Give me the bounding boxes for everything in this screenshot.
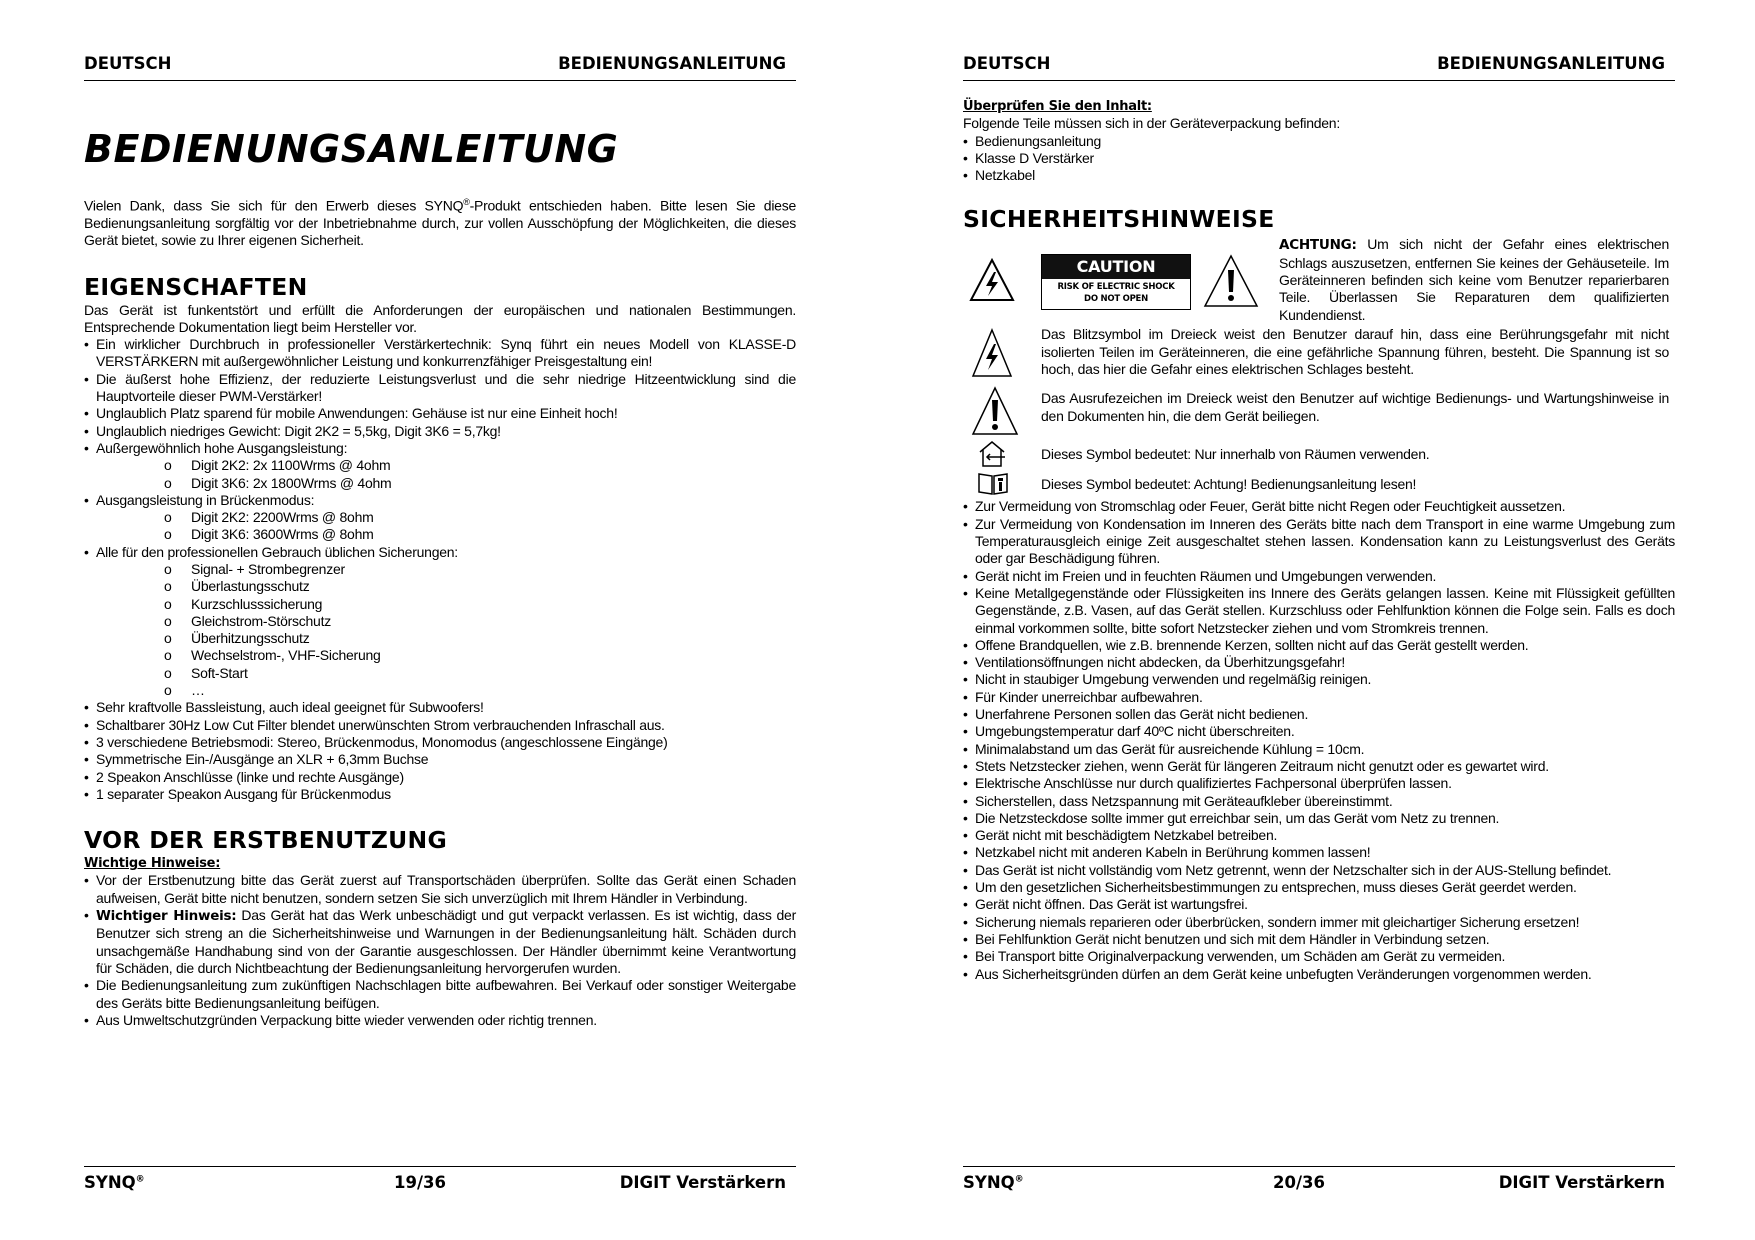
list-item: • Für Kinder unerreichbar aufbewahren. [963,689,1675,706]
sub-item: o Digit 3K6: 2x 1800Wrms @ 4ohm [84,475,796,492]
protection-label: Alle für den professionellen Gebrauch üblichen Sicherungen: [96,543,458,560]
list-item: • Die äußerst hohe Effizienz, der reduzierte Leistungsverlust und die sehr niedrige Hitzeentwicklung sind die Hauptvorteile dieser PWM-Verstärker! [84,371,796,406]
list-item: • Unglaublich niedriges Gewicht: Digit 2K2 = 5,5kg, Digit 3K6 = 5,7kg! [84,423,796,440]
list-item [84,907,796,977]
sub-item: o Überhitzungsschutz [84,630,796,647]
indoor-use-icon [977,440,1007,468]
list-item: • Unerfahrene Personen sollen das Gerät nicht bedienen. [963,706,1675,723]
list-item: • Gerät nicht öffnen. Das Gerät ist wartungsfrei. [963,896,1675,913]
list-item: • 3 verschiedene Betriebsmodi: Stereo, Brückenmodus, Monomodus (angeschlossene Eingänge) [84,734,796,751]
list-item: • Minimalabstand um das Gerät für ausreichende Kühlung = 10cm. [963,741,1675,758]
list-item: • Ein wirklicher Durchbruch in professioneller Verstärkertechnik: Synq führt ein neues Modell von KLASSE-D VERSTÄRKERN mit außergewöhnlicher Leistung und konkurrenzfähiger Preisgestaltung ein! [84,336,796,371]
intro-rest: -Produkt entschieden haben. Bitte lesen Sie diese Bedienungsanleitung sorgfältig vor der Inbetriebnahme durch, zur vollen Ausschöpfung der Möglichkeiten, die dieses Gerät bietet, sowie zu Ihrer eigenen Sicherheit. [84,197,796,249]
sub-item: o Überlastungsschutz [84,578,796,595]
intro-start: Vielen Dank, dass Sie sich für den Erwerb dieses SYNQ [84,197,464,214]
manual-symbol-row [963,468,1675,498]
list-item: • Umgebungstemperatur darf 40ºC nicht überschreiten. [963,723,1675,740]
features-heading: EIGENSCHAFTEN [84,272,308,301]
list-item: • Keine Metallgegenstände oder Flüssigkeiten ins Innere des Geräts gelangen lassen. Keine mit Flüssigkeit gefüllten Gegenstände, z.B. Vasen, auf das Gerät stellen. Kurzschluss oder Fehlfunktion können die Folge sein. Falls es doch einmal vorkommen sollte, bitte sofort Netzstecker ziehen und vom Stromkreis trennen. [963,585,1675,637]
list-item: • Offene Brandquellen, wie z.B. brennende Kerzen, sollten nicht auf das Gerät gestellt werden. [963,637,1675,654]
lightning-triangle-icon [969,258,1015,302]
list-item: • Die Netzsteckdose sollte immer gut erreichbar sein, um das Gerät vom Netz zu trennen. [963,810,1675,827]
list-item: • Nicht in staubiger Umgebung verwenden und regelmäßig reinigen. [963,671,1675,688]
contents-intro: Folgende Teile müssen sich in der Geräteverpackung befinden: [963,115,1340,132]
sub-item: o Wechselstrom-, VHF-Sicherung [84,647,796,664]
bridge-power-list [84,509,796,544]
list-item: • Netzkabel [963,167,1675,184]
page-title: BEDIENUNGSANLEITUNG [84,127,619,171]
footer-brand-name: SYNQ [84,1173,136,1192]
first-use-heading: VOR DER ERSTBENUTZUNG [84,826,448,855]
footer-brand [963,1173,1024,1192]
list-item: • Sicherung niemals reparieren oder überbrücken, sondern immer mit gleichartiger Sicherung ersetzen! [963,914,1675,931]
sub-item: o Signal- + Strombegrenzer [84,561,796,578]
list-item: • Bedienungsanleitung [963,133,1675,150]
footer-product: DIGIT Verstärkern [1498,1173,1665,1192]
safety-heading: SICHERHEITSHINWEISE [963,205,1275,234]
list-item: • Die Bedienungsanleitung zum zukünftigen Nachschlagen bitte aufbewahren. Bei Verkauf oder sonstiger Weitergabe des Geräts bitte Bedienungsanleitung beifügen. [84,977,796,1012]
page-right [963,0,1675,1240]
header-language: DEUTSCH [963,54,1051,73]
page-left [84,0,796,1240]
list-item: • Sicherstellen, dass Netzspannung mit Geräteaufkleber übereinstimmt. [963,793,1675,810]
list-item: • Um den gesetzlichen Sicherheitsbestimmungen zu entsprechen, muss dieses Gerät geerdet werden. [963,879,1675,896]
indoor-explanation: Dieses Symbol bedeutet: Nur innerhalb von Räumen verwenden. [1041,446,1430,463]
list-item: • Sehr kraftvolle Bassleistung, auch ideal geeignet für Subwoofers! [84,699,796,716]
contents-list [963,133,1675,185]
page-footer [84,1166,796,1197]
footer-product: DIGIT Verstärkern [619,1173,786,1192]
intro-paragraph [84,194,796,250]
caution-block [963,236,1675,326]
list-item: • Das Gerät ist nicht vollständig vom Netz getrennt, wenn der Netzschalter sich in der AUS-Stellung befindet. [963,862,1675,879]
sub-item: o Digit 3K6: 3600Wrms @ 8ohm [84,526,796,543]
list-item: • Schaltbarer 30Hz Low Cut Filter blendet unerwünschten Strom verbrauchenden Infraschall aus. [84,717,796,734]
sub-item: o Digit 2K2: 2x 1100Wrms @ 4ohm [84,457,796,474]
right-body [963,98,1675,983]
list-item: • Bei Transport bitte Originalverpackung verwenden, um Schäden am Gerät zu vermeiden. [963,948,1675,965]
caution-line-2: DO NOT OPEN [1084,294,1148,305]
safety-rules-list [963,498,1675,982]
list-item: • Elektrische Anschlüsse nur durch qualifiziertes Fachpersonal überprüfen lassen. [963,775,1675,792]
important-notes-label: Wichtige Hinweise: [84,856,221,872]
warning-label: ACHTUNG: [1279,237,1357,254]
caution-title: CAUTION [1042,255,1190,279]
warning-text: Um sich nicht der Gefahr eines elektrischen Schlags auszusetzen, entfernen Sie keines der Gehäuseteile. Im Geräteinneren befinden sich keine vom Benutzer reparierbaren Teile. Überlassen Sie Reparaturen dem qualifizierten Kundendienst. [1279,236,1669,323]
list-item: • Aus Umweltschutzgründen Verpackung bitte wieder verwenden oder richtig trennen. [84,1012,796,1029]
list-item: • 1 separater Speakon Ausgang für Brückenmodus [84,786,796,803]
list-item: • Stets Netzstecker ziehen, wenn Gerät für längeren Zeitraum nicht genutzt oder es gewartet wird. [963,758,1675,775]
left-body [84,126,796,1029]
important-note-label: Wichtiger Hinweis: [96,908,237,925]
page-header [963,54,1675,81]
footer-brand-name: SYNQ [963,1173,1015,1192]
list-item: • Ventilationsöffnungen nicht abdecken, da Überhitzungsgefahr! [963,654,1675,671]
sub-item: o Digit 2K2: 2200Wrms @ 8ohm [84,509,796,526]
list-item: • Unglaublich Platz sparend für mobile Anwendungen: Gehäuse ist nur eine Einheit hoch! [84,405,796,422]
exclamation-explanation: Das Ausrufezeichen im Dreieck weist den Benutzer auf wichtige Bedienungs- und Wartungshinweise in den Dokumenten hin, die dem Gerät beiliegen. [1041,390,1669,424]
indoor-symbol-row [963,438,1675,468]
header-doc-type: BEDIENUNGSANLEITUNG [558,54,786,73]
list-item: • 2 Speakon Anschlüsse (linke und rechte Ausgänge) [84,769,796,786]
important-note-text: Das Gerät hat das Werk unbeschädigt und gut verpackt verlassen. Es ist wichtig, dass der Benutzer sich streng an die Sicherheitshinweise und Warnungen in der Bedienungsanleitung hält. Schäden durch unsachgemäße Handhabung sind von der Garantie ausgeschlossen. Der Händler übernimmt keine Verantwortung für Schäden, die durch Nichtbeachtung der Bedienungsanleitung hervorgerufen wurden. [96,907,796,976]
first-use-list [84,872,796,1029]
features-intro: Das Gerät ist funkentstört und erfüllt die Anforderungen der europäischen und nationalen Bestimmungen. Entsprechende Dokumentation liegt beim Hersteller vor. [84,301,796,335]
list-item: • Bei Fehlfunktion Gerät nicht benutzen und sich mit dem Händler in Verbindung setzen. [963,931,1675,948]
caution-subtitle [1042,279,1190,305]
sub-item: o Gleichstrom-Störschutz [84,613,796,630]
list-item: • Gerät nicht mit beschädigtem Netzkabel betreiben. [963,827,1675,844]
sub-item: o Soft-Start [84,665,796,682]
header-doc-type: BEDIENUNGSANLEITUNG [1437,54,1665,73]
list-item: • Netzkabel nicht mit anderen Kabeln in Berührung kommen lassen! [963,844,1675,861]
sub-item: o … [84,682,796,699]
footer-page-number: 20/36 [1273,1173,1325,1192]
footer-reg-mark: ® [135,1174,145,1185]
warning-paragraph [1279,236,1669,323]
contents-label: Überprüfen Sie den Inhalt: [963,99,1152,114]
exclamation-triangle-icon [971,386,1019,436]
sub-item: o Kurzschlusssicherung [84,596,796,613]
lightning-explanation: Das Blitzsymbol im Dreieck weist den Benutzer darauf hin, dass eine Berührungsgefahr mit nicht isolierten Teilen im Geräteinneren, die eine gefährliche Spannung führen, besteht. Die Spannung ist so hoch, das hier die Gefahr eines elektrischen Schlages besteht. [1041,326,1669,378]
header-language: DEUTSCH [84,54,172,73]
list-item: • Klasse D Verstärker [963,150,1675,167]
footer-reg-mark: ® [1014,1174,1024,1185]
read-manual-icon [977,470,1009,496]
features-list [84,336,796,803]
page-header [84,54,796,81]
lightning-symbol-row [963,326,1675,386]
list-item: • Symmetrische Ein-/Ausgänge an XLR + 6,3mm Buchse [84,751,796,768]
page-footer [963,1166,1675,1197]
caution-label [1041,254,1191,310]
footer-page-number: 19/36 [394,1173,446,1192]
list-item: • Zur Vermeidung von Stromschlag oder Feuer, Gerät bitte nicht Regen oder Feuchtigkeit aussetzen. [963,498,1675,515]
bridge-power-label: Ausgangsleistung in Brückenmodus: [96,491,315,508]
protection-list [84,561,796,699]
list-item: • Zur Vermeidung von Kondensation im Inneren des Geräts bitte nach dem Transport in eine warme Umgebung zum Temperaturausgleich einige Zeit ausgeschaltet stehen lassen. Kondensation kann zu Leistungsverlust des Geräts oder gar Beschädigung führen. [963,516,1675,568]
lightning-triangle-icon [971,328,1013,378]
intro-reg-mark: ® [463,197,470,207]
output-power-list [84,457,796,492]
exclamation-triangle-icon [1203,254,1259,308]
list-item [84,492,796,544]
list-item [84,440,796,492]
list-item: • Gerät nicht im Freien und in feuchten Räumen und Umgebungen verwenden. [963,568,1675,585]
list-item: • Aus Sicherheitsgründen dürfen an dem Gerät keine unbefugten Veränderungen vorgenommen werden. [963,966,1675,983]
list-item [84,544,796,700]
list-item: • Vor der Erstbenutzung bitte das Gerät zuerst auf Transportschäden überprüfen. Sollte das Gerät einen Schaden aufweisen, Gerät bitte nicht benutzen, sondern setzen Sie sich unverzüglich mit Ihrem Händler in Verbindung. [84,872,796,907]
caution-line-1: RISK OF ELECTRIC SHOCK [1057,282,1175,293]
exclamation-symbol-row [963,386,1675,438]
manual-explanation: Dieses Symbol bedeutet: Achtung! Bedienungsanleitung lesen! [1041,476,1417,493]
footer-brand [84,1173,145,1192]
output-power-label: Außergewöhnlich hohe Ausgangsleistung: [96,439,348,456]
